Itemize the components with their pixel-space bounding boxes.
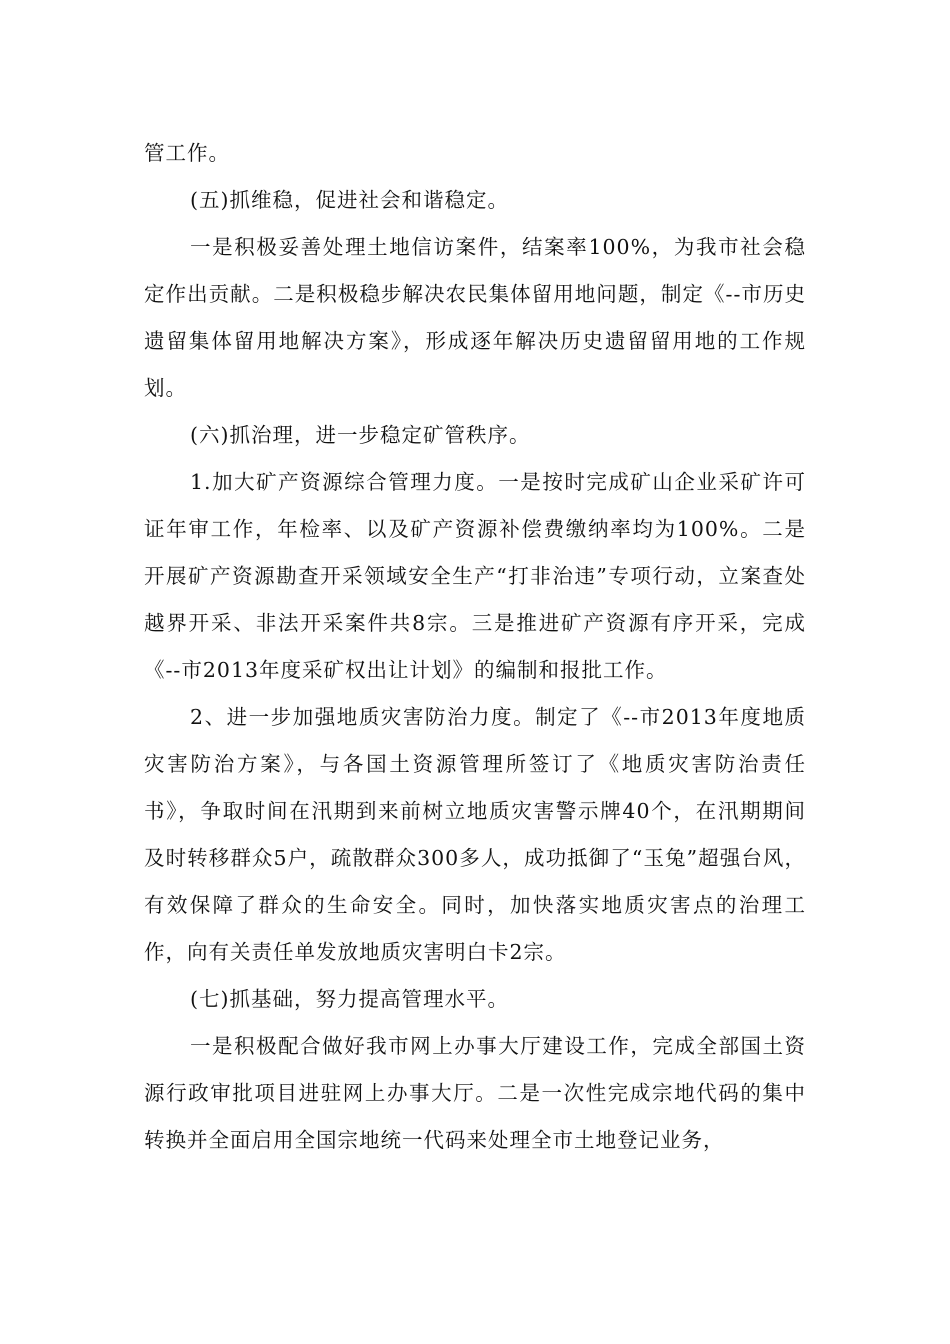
section-heading-5: (五)抓维稳，促进社会和谐稳定。	[190, 188, 509, 212]
section-heading-7: (七)抓基础，努力提高管理水平。	[190, 987, 509, 1011]
document-body	[144, 130, 806, 1164]
paragraph-mineral-management: 1.加大矿产资源综合管理力度。一是按时完成矿山企业采矿许可证年审工作，年检率、以及矿产资源补偿费缴纳率均为100%。二是开展矿产资源勘查开采领域安全生产“打非治违”专项行动，立案查处越界开采、非法开采案件共8宗。三是推进矿产资源有序开采，完成《--市2013年度采矿权出让计划》的编制和报批工作。	[144, 470, 806, 682]
paragraph-continuation: 管工作。	[144, 141, 230, 165]
paragraph-foundation: 一是积极配合做好我市网上办事大厅建设工作，完成全部国土资源行政审批项目进驻网上办事大厅。二是一次性完成宗地代码的集中转换并全面启用全国宗地统一代码来处理全市土地登记业务，	[144, 1034, 806, 1152]
section-heading-6: (六)抓治理，进一步稳定矿管秩序。	[190, 423, 531, 447]
paragraph-stability: 一是积极妥善处理土地信访案件，结案率100%，为我市社会稳定作出贡献。二是积极稳步解决农民集体留用地问题，制定《--市历史遗留集体留用地解决方案》，形成逐年解决历史遗留留用地的工作规划。	[144, 235, 806, 400]
paragraph-geological-disaster: 2、进一步加强地质灾害防治力度。制定了《--市2013年度地质灾害防治方案》，与各国土资源管理所签订了《地质灾害防治责任书》，争取时间在汛期到来前树立地质灾害警示牌40个，在汛期期间及时转移群众5户，疏散群众300多人，成功抵御了“玉兔”超强台风，有效保障了群众的生命安全。同时，加快落实地质灾害点的治理工作，向有关责任单发放地质灾害明白卡2宗。	[144, 705, 806, 964]
